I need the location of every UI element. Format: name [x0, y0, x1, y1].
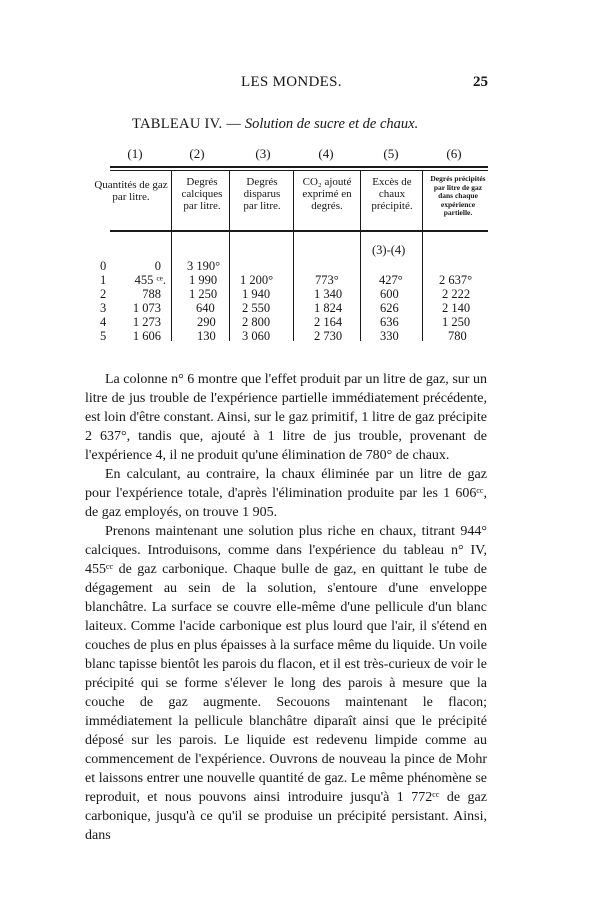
table-cell: 5	[100, 329, 107, 343]
table-cell: 2 550	[242, 301, 271, 315]
paragraph: La colonne n° 6 montre que l'effet produit par un litre de gaz, sur un litre de jus trouble de l'expérience partielle immédiatement précédente, est loin d'être constant. Ainsi, sur le gaz primitif, 1 litre de gaz précipite 2 637°, tandis que, ajouté à 1 litre de jus trouble, provenant de l'expérience 4, il ne produit qu'une élimination de 780° de chaux.	[85, 372, 487, 463]
table-cell: 4	[100, 315, 107, 329]
table-cell: 2 730	[314, 329, 343, 343]
page-number: 25	[473, 74, 488, 90]
column-number: (2)	[189, 146, 205, 161]
table-cell: 3	[100, 301, 107, 315]
table-cell: 2 637°	[439, 273, 473, 287]
header-cell: Excès de chaux précipité.	[371, 176, 413, 212]
table-cell: 2 164	[314, 315, 343, 329]
table-cell: 455 ᶜᵉ.	[134, 273, 166, 287]
paragraph: Prenons maintenant une solution plus riche en chaux, titrant 944° calciques. Introduisons, comme dans l'expérience du tableau n° IV, 455ᶜᶜ de gaz carbonique. Chaque bulle de gaz, en quittant le tube de dégagement au sein de la solution, s'entoure d'une enveloppe blanchâtre. La surface se couvre elle-même d'une pellicule d'un blanc laiteux. Comme l'acide carbonique est plus lourd que l'air, il s'étend en couches de plus en plus épaisses à la surface même du liquide. Un voile blanc tapisse bientôt les parois du flacon, et il est très-curieux de voir le précipité qui se forme s'élever le long des parois à mesure que la couche de gaz augmente. Secouons maintenant le flacon; immédiatement la pellicule blanchâtre diparaît ainsi que le précipité déposé sur les parois. Le liquide est redevenu limpide comme au commencement de l'expérience. Ouvrons de nouveau la pince de Mohr et laissons entrer une nouvelle quantité de gaz. Le même phénomène se reproduit, et nous pouvons ainsi introduire jusqu'à 1 772ᶜᶜ de gaz carbonique, jusqu'à ce qu'il se produise un précipité persistant. Ainsi, dans	[85, 524, 487, 843]
header-cell: Degrés précipités par litre de gaz dans chaque expérience partielle.	[430, 174, 486, 217]
page-header	[103, 74, 488, 94]
column-divider	[229, 171, 230, 341]
table-cell: 2 140	[442, 301, 471, 315]
table-top-rule-thin	[110, 170, 488, 171]
table-cell: 427°	[379, 273, 403, 287]
column-number: (4)	[318, 146, 334, 161]
table-cell: 1 250	[442, 315, 471, 329]
table-cell: 626	[380, 301, 399, 315]
header-cell: Degrés disparus par litre.	[243, 176, 281, 212]
header-cell: Quantités de gaz par litre.	[94, 179, 168, 203]
table-cell: 3 190°	[187, 259, 221, 273]
column-divider	[171, 171, 172, 341]
table-cell: 0	[154, 259, 161, 273]
column-numbers	[110, 146, 488, 164]
table-title	[132, 116, 418, 133]
table-cell: 1 200°	[240, 273, 274, 287]
table-cell: 2	[100, 287, 107, 301]
column-note: (3)-(4)	[372, 243, 406, 257]
column-number: (5)	[383, 146, 399, 161]
column-divider	[360, 171, 361, 341]
table-cell: 1 940	[242, 287, 271, 301]
table-cell: 290	[197, 315, 216, 329]
table-title-lead: TABLEAU IV. —	[132, 116, 242, 132]
table-cell: 0	[100, 259, 107, 273]
table-cell: 788	[142, 287, 161, 301]
data-table	[94, 146, 488, 343]
column-divider	[293, 171, 294, 341]
table-cell: 640	[196, 301, 215, 315]
table-cell: 1 824	[314, 301, 343, 315]
header-rule	[110, 230, 488, 232]
column-divider	[422, 171, 423, 341]
table-cell: 773°	[315, 273, 339, 287]
header-cell: CO₂ ajouté exprimé en degrés.	[302, 176, 352, 212]
table-cell: 780	[448, 329, 467, 343]
column-number: (1)	[127, 146, 143, 161]
table-top-rule	[110, 166, 488, 168]
table-cell: 2 222	[442, 287, 471, 301]
table-cell: 1	[100, 273, 107, 287]
table-cell: 330	[380, 329, 399, 343]
table-cell: 600	[380, 287, 399, 301]
table-title-subtitle: Solution de sucre et de chaux.	[244, 116, 419, 132]
column-number: (6)	[446, 146, 462, 161]
running-title: LES MONDES.	[241, 74, 342, 90]
body-text	[85, 370, 487, 845]
table-cell: 1 606	[132, 329, 161, 343]
table-cell: 1 073	[132, 301, 161, 315]
header-cell: Degrés calciques par litre.	[181, 176, 223, 212]
table-cell: 1 273	[132, 315, 161, 329]
table-cell: 1 990	[189, 273, 218, 287]
table-cell: 1 250	[189, 287, 218, 301]
table-cell: 2 800	[242, 315, 271, 329]
table-cell: 130	[197, 329, 216, 343]
paragraph: En calculant, au contraire, la chaux éliminée par un litre de gaz pour l'expérience totale, d'après l'élimination produite par les 1 606ᶜᶜ, de gaz employés, on trouve 1 905.	[85, 467, 487, 520]
table-cell: 3 060	[242, 329, 271, 343]
table-cell: 636	[380, 315, 399, 329]
column-number: (3)	[255, 146, 271, 161]
table-cell: 1 340	[314, 287, 343, 301]
